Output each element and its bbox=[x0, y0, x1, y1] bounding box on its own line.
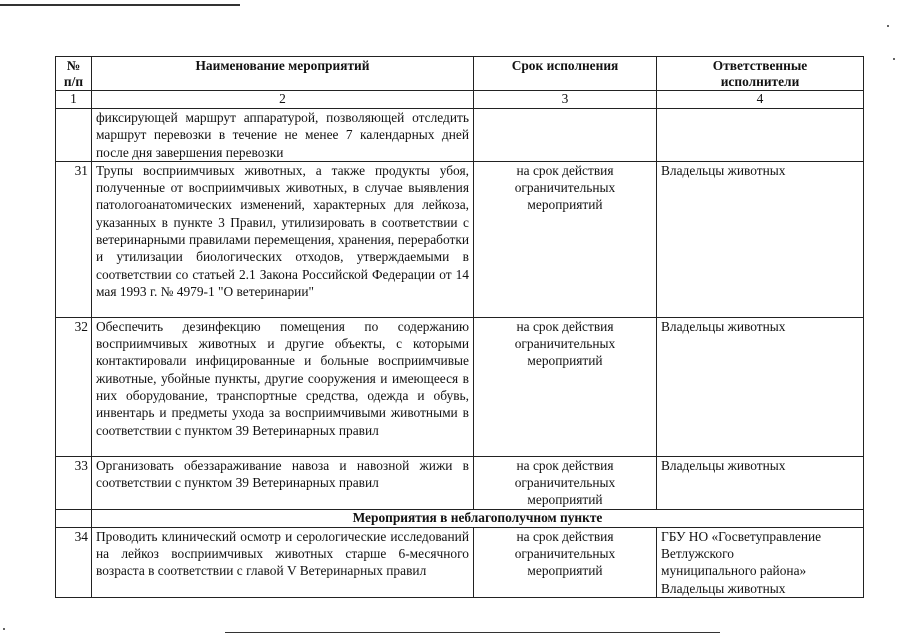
row-term: на срок действия ограничительных мероприятий bbox=[474, 161, 657, 317]
row-name: Трупы восприимчивых животных, а также продукты убоя, полученные от восприимчивых животных, в случае выявления патологоанатомических изменений, характерных для лейкоза, указанных в пункте 3 Правил, утилизировать в соответствии с ветеринарными правилами перемещения, хранения, переработки и утилизации биологических отходов, утверждаемыми в соответствии со статьей 2.1 Закона Российской Федерации от 14 мая 1993 г. № 4979-1 "О ветеринарии" bbox=[92, 161, 474, 317]
header-num: № п/п bbox=[56, 57, 92, 91]
table-row bbox=[56, 456, 864, 509]
row-term: на срок действия ограничительных мероприятий bbox=[474, 527, 657, 597]
column-number: 2 bbox=[92, 91, 474, 109]
row-responsible bbox=[657, 109, 864, 162]
section-row bbox=[56, 509, 864, 527]
section-title: Мероприятия в неблагополучном пункте bbox=[92, 509, 864, 527]
row-num bbox=[56, 109, 92, 162]
scan-artifact bbox=[887, 25, 889, 27]
measures-table bbox=[55, 56, 864, 598]
row-name: Обеспечить дезинфекцию помещения по содержанию восприимчивых животных и другие объекты, с которыми контактировали инфицированные и больные восприимчивые животные, убойные пункты, другие сооружения и имеющееся в них оборудование, транспортные средства, одежда и обувь, инвентарь и предметы ухода за восприимчивыми животными в соответствии с пунктом 39 Ветеринарных правил bbox=[92, 317, 474, 456]
row-name: Проводить клинический осмотр и серологические исследований на лейкоз восприимчивых животных старше 6-месячного возраста в соответствии с главой V Ветеринарных правил bbox=[92, 527, 474, 597]
row-responsible: ГБУ НО «Госветуправление Ветлужского муниципального района» Владельцы животных bbox=[657, 527, 864, 597]
header-responsible: Ответственные исполнители bbox=[657, 57, 864, 91]
row-responsible: Владельцы животных bbox=[657, 456, 864, 509]
table-row bbox=[56, 527, 864, 597]
row-term: на срок действия ограничительных мероприятий bbox=[474, 456, 657, 509]
table-row bbox=[56, 161, 864, 317]
column-number: 1 bbox=[56, 91, 92, 109]
row-term: на срок действия ограничительных мероприятий bbox=[474, 317, 657, 456]
column-number: 4 bbox=[657, 91, 864, 109]
column-number: 3 bbox=[474, 91, 657, 109]
scan-artifact bbox=[3, 628, 5, 630]
row-num: 33 bbox=[56, 456, 92, 509]
row-num: 31 bbox=[56, 161, 92, 317]
table-header-row bbox=[56, 57, 864, 91]
table-row bbox=[56, 317, 864, 456]
scan-artifact bbox=[893, 58, 895, 60]
scan-top-line bbox=[0, 4, 240, 6]
row-num: 34 bbox=[56, 527, 92, 597]
header-name: Наименование мероприятий bbox=[92, 57, 474, 91]
row-term bbox=[474, 109, 657, 162]
row-name: фиксирующей маршрут аппаратурой, позволяющей отследить маршрут перевозки в течение не менее 7 календарных дней после дня завершения перевозки bbox=[92, 109, 474, 162]
row-num: 32 bbox=[56, 317, 92, 456]
row-responsible: Владельцы животных bbox=[657, 161, 864, 317]
column-number-row bbox=[56, 91, 864, 109]
row-responsible: Владельцы животных bbox=[657, 317, 864, 456]
scan-bottom-line bbox=[225, 632, 720, 633]
section-num bbox=[56, 509, 92, 527]
header-term: Срок исполнения bbox=[474, 57, 657, 91]
table-row bbox=[56, 109, 864, 162]
row-name: Организовать обеззараживание навоза и навозной жижи в соответствии с пунктом 39 Ветеринарных правил bbox=[92, 456, 474, 509]
